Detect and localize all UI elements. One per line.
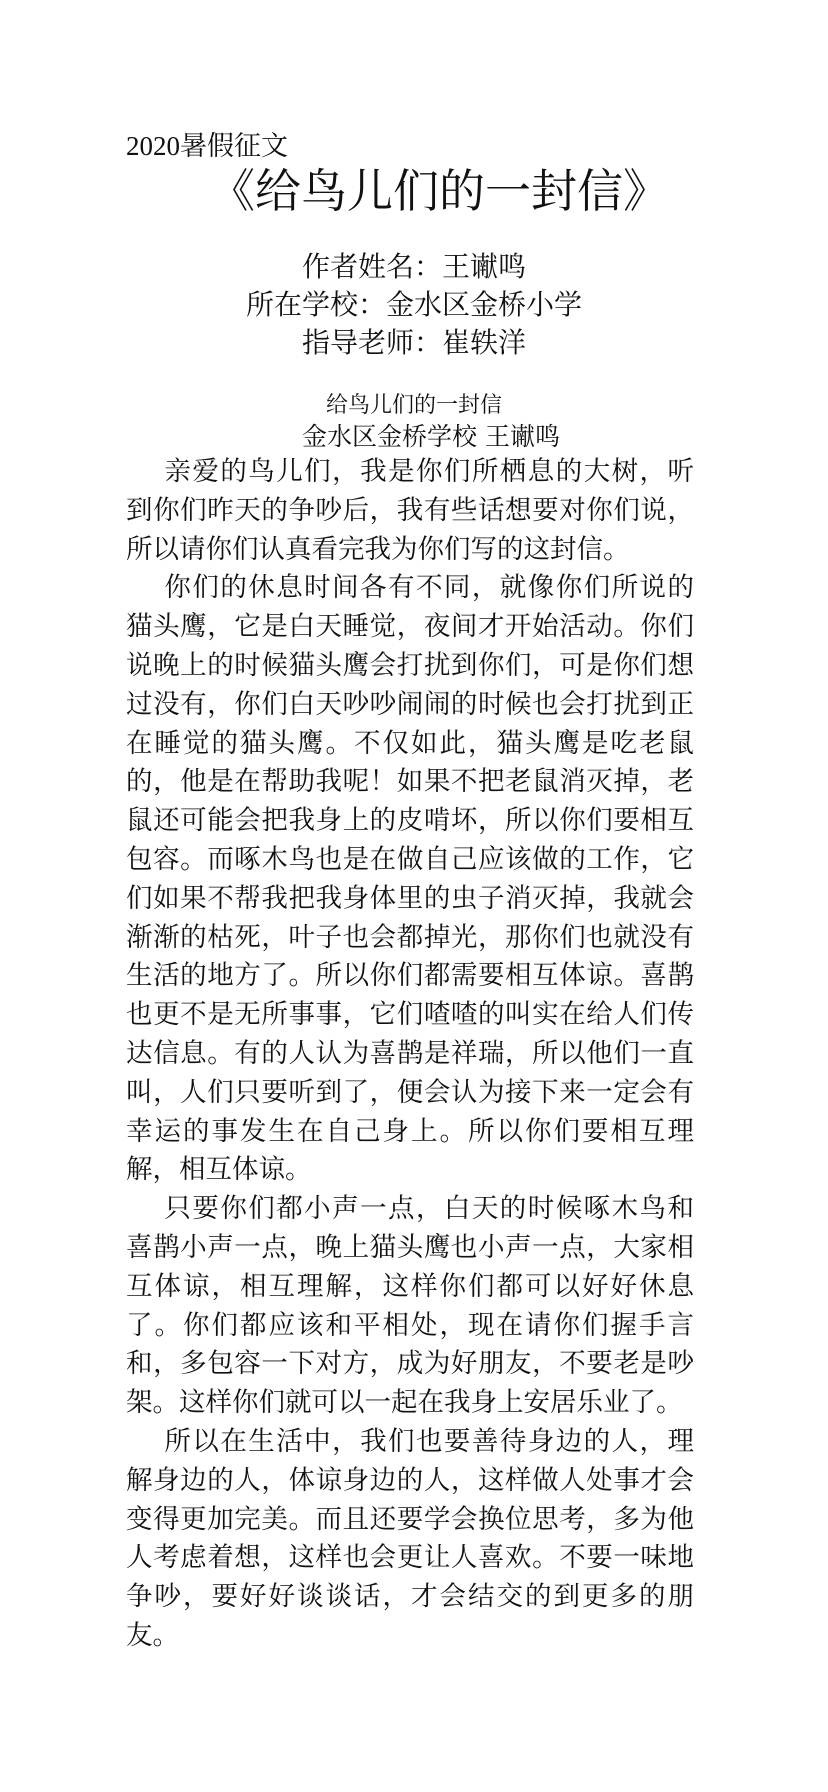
contest-label: 2020暑假征文 (126, 131, 288, 161)
article-subtitle: 给鸟儿们的一封信 (325, 393, 502, 418)
article-byline: 金水区金桥学校 王谳鸣 (302, 422, 560, 451)
author-line: 作者姓名：王谳鸣 (301, 250, 526, 283)
paragraph: 你们的休息时间各有不同，就像你们所说的猫头鹰，它是白天睡觉，夜间才开始活动。你们说晚上的时候猫头鹰会打扰到你们，可是你们想过没有，你们白天吵吵闹闹的时候也会打扰到正在睡觉的猫头鹰。不仅如此，猫头鹰是吃老鼠的，他是在帮助我呢！如果不把老鼠消灭掉，老鼠还可能会把我身上的皮啃坏，所以你们要相互包容。而啄木鸟也是在做自己应该做的工作，它们如果不帮我把我身体里的虫子消灭掉，我就会渐渐的枯死，叶子也会都掉光，那你们也就没有生活的地方了。所以你们都需要相互体谅。喜鹊也更不是无所事事，它们喳喳的叫实在给人们传达信息。有的人认为喜鹊是祥瑞，所以他们一直叫，人们只要听到了，便会认为接下来一定会有幸运的事发生在自己身上。所以你们要相互理解，相互体谅。 (126, 572, 694, 1186)
article-body (126, 453, 694, 1656)
paragraph: 只要你们都小声一点，白天的时候啄木鸟和喜鹊小声一点，晚上猫头鹰也小声一点，大家相互体谅，相互理解，这样你们都可以好好休息了。你们都应该和平相处，现在请你们握手言和，多包容一下对方，成为好朋友，不要老是吵架。这样你们就可以一起在我身上安居乐业了。 (126, 1193, 694, 1419)
school-line: 所在学校：金水区金桥小学 (245, 288, 582, 321)
paragraph: 所以在生活中，我们也要善待身边的人，理解身边的人，体谅身边的人，这样做人处事才会变得更加完美。而且还要学会换位思考，多为他人考虑着想，这样也会更让人喜欢。不要一味地争吵，要好好谈谈话，才会结交的到更多的朋友。 (126, 1425, 694, 1651)
teacher-line: 指导老师：崔轶洋 (301, 326, 526, 359)
paragraph: 亲爱的鸟儿们，我是你们所栖息的大树，听到你们昨天的争吵后，我有些话想要对你们说，所以请你们认真看完我为你们写的这封信。 (126, 456, 694, 565)
document-title: 《给鸟儿们的一封信》 (209, 164, 669, 218)
